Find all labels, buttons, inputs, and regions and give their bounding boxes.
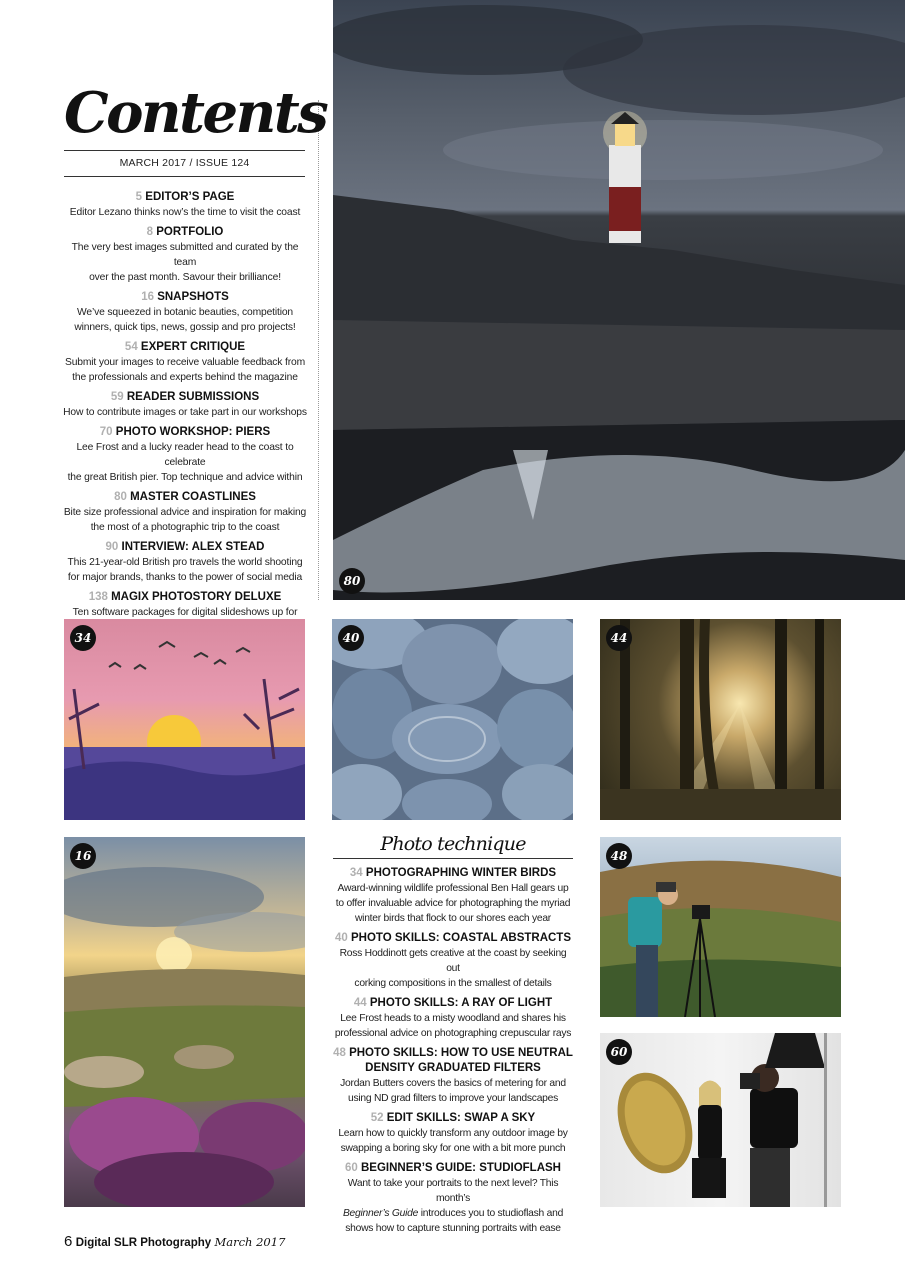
column-divider — [318, 100, 319, 600]
lighthouse-illustration — [333, 0, 905, 600]
technique-list — [333, 866, 573, 1241]
issue-date: March 2017 — [214, 1235, 286, 1249]
technique-entry[interactable]: 60 BEGINNER’S GUIDE: STUDIOFLASH Want to take your portraits to the next level? This month’s Beginner’s Guide introduces you to studioflash and shows how to capture stunning portraits with ease — [342, 1162, 564, 1234]
technique-entry[interactable]: 44 PHOTO SKILLS: A RAY OF LIGHT Lee Frost heads to a misty woodland and shares his professional advice on photographing crepuscular rays — [334, 997, 572, 1039]
technique-entry[interactable]: 52 EDIT SKILLS: SWAP A SKY Learn how to quickly transform any outdoor image by swapping a boring sky for one with a bit more punch — [338, 1112, 568, 1154]
issue-line: MARCH 2017 / ISSUE 124 — [119, 157, 250, 169]
page-footer — [64, 1233, 285, 1250]
toc-entry[interactable]: 8 PORTFOLIO The very best images submitted and curated by the team over the past month. Savour their brilliance! — [71, 226, 299, 283]
forest-illustration — [600, 619, 841, 820]
page-number: 6 — [64, 1233, 73, 1250]
page-title: Contents — [64, 80, 327, 146]
toc-entry[interactable]: 138 MAGIX PHOTOSTORY DELUXE Ten software packages for digital slideshows up for — [72, 591, 298, 618]
hillside-photographer-photo[interactable] — [600, 837, 841, 1017]
page-badge-60: 60 — [606, 1039, 632, 1065]
page-badge-80: 80 — [339, 568, 365, 594]
toc-entry[interactable]: 80 MASTER COASTLINES Bite size professional advice and inspiration for making the most of a photographic trip to the coast — [63, 491, 307, 533]
page-badge-44: 44 — [606, 625, 632, 651]
technique-entry[interactable]: 40 PHOTO SKILLS: COASTAL ABSTRACTS Ross Hoddinott gets creative at the coast by seeking out corking compositions in the smallest of details — [335, 932, 571, 989]
toc-entry[interactable]: 16 SNAPSHOTS We’ve squeezed in botanic beauties, competition winners, quick tips, news, gossip and pro projects! — [74, 291, 296, 333]
toc-entry[interactable]: 70 PHOTO WORKSHOP: PIERS Lee Frost and a lucky reader head to the coast to celebrate the great British pier. Top technique and advice within — [67, 426, 303, 483]
heather-landscape-photo[interactable] — [64, 837, 305, 1207]
coastal-pebbles-photo[interactable] — [332, 619, 573, 820]
technique-entry[interactable]: 34 PHOTOGRAPHING WINTER BIRDS Award-winning wildlife professional Ben Hall gears up to offer invaluable advice for photographing the myriad winter birds that flock to our shores each year — [335, 867, 571, 924]
masthead — [64, 78, 327, 177]
studioflash-portrait-photo[interactable] — [600, 1033, 841, 1207]
page-badge-40: 40 — [338, 625, 364, 651]
technique-entry[interactable]: 48 PHOTO SKILLS: HOW TO USE NEUTRAL DENSITY GRADUATED FILTERS Jordan Butters covers the basics of metering for and using ND grad filters to improve your landscapes — [333, 1047, 573, 1104]
issue-rule — [64, 176, 305, 177]
page-badge-34: 34 — [70, 625, 96, 651]
lighthouse-photo[interactable] — [333, 0, 905, 600]
toc-entry[interactable]: 5 EDITOR’S PAGE Editor Lezano thinks now’s the time to visit the coast — [69, 191, 301, 218]
birds-illustration — [64, 619, 305, 820]
page-badge-16: 16 — [70, 843, 96, 869]
toc-entry[interactable]: 59 READER SUBMISSIONS How to contribute images or take part in our workshops — [63, 391, 307, 418]
studio-illustration — [600, 1033, 841, 1207]
magazine-name: Digital SLR Photography — [75, 1237, 212, 1249]
winter-birds-photo[interactable] — [64, 619, 305, 820]
photo-technique-heading: Photo technique — [333, 833, 573, 859]
hills-illustration — [600, 837, 841, 1017]
contents-list — [62, 190, 308, 640]
pebbles-illustration — [332, 619, 573, 820]
toc-entry[interactable]: 54 EXPERT CRITIQUE Submit your images to receive valuable feedback from the professionals and experts behind the magazine — [64, 341, 306, 383]
misty-forest-photo[interactable] — [600, 619, 841, 820]
page-badge-48: 48 — [606, 843, 632, 869]
toc-entry[interactable]: 90 INTERVIEW: ALEX STEAD This 21-year-old British pro travels the world shooting for major brands, thanks to the power of social media — [67, 541, 303, 583]
heather-illustration — [64, 837, 305, 1207]
